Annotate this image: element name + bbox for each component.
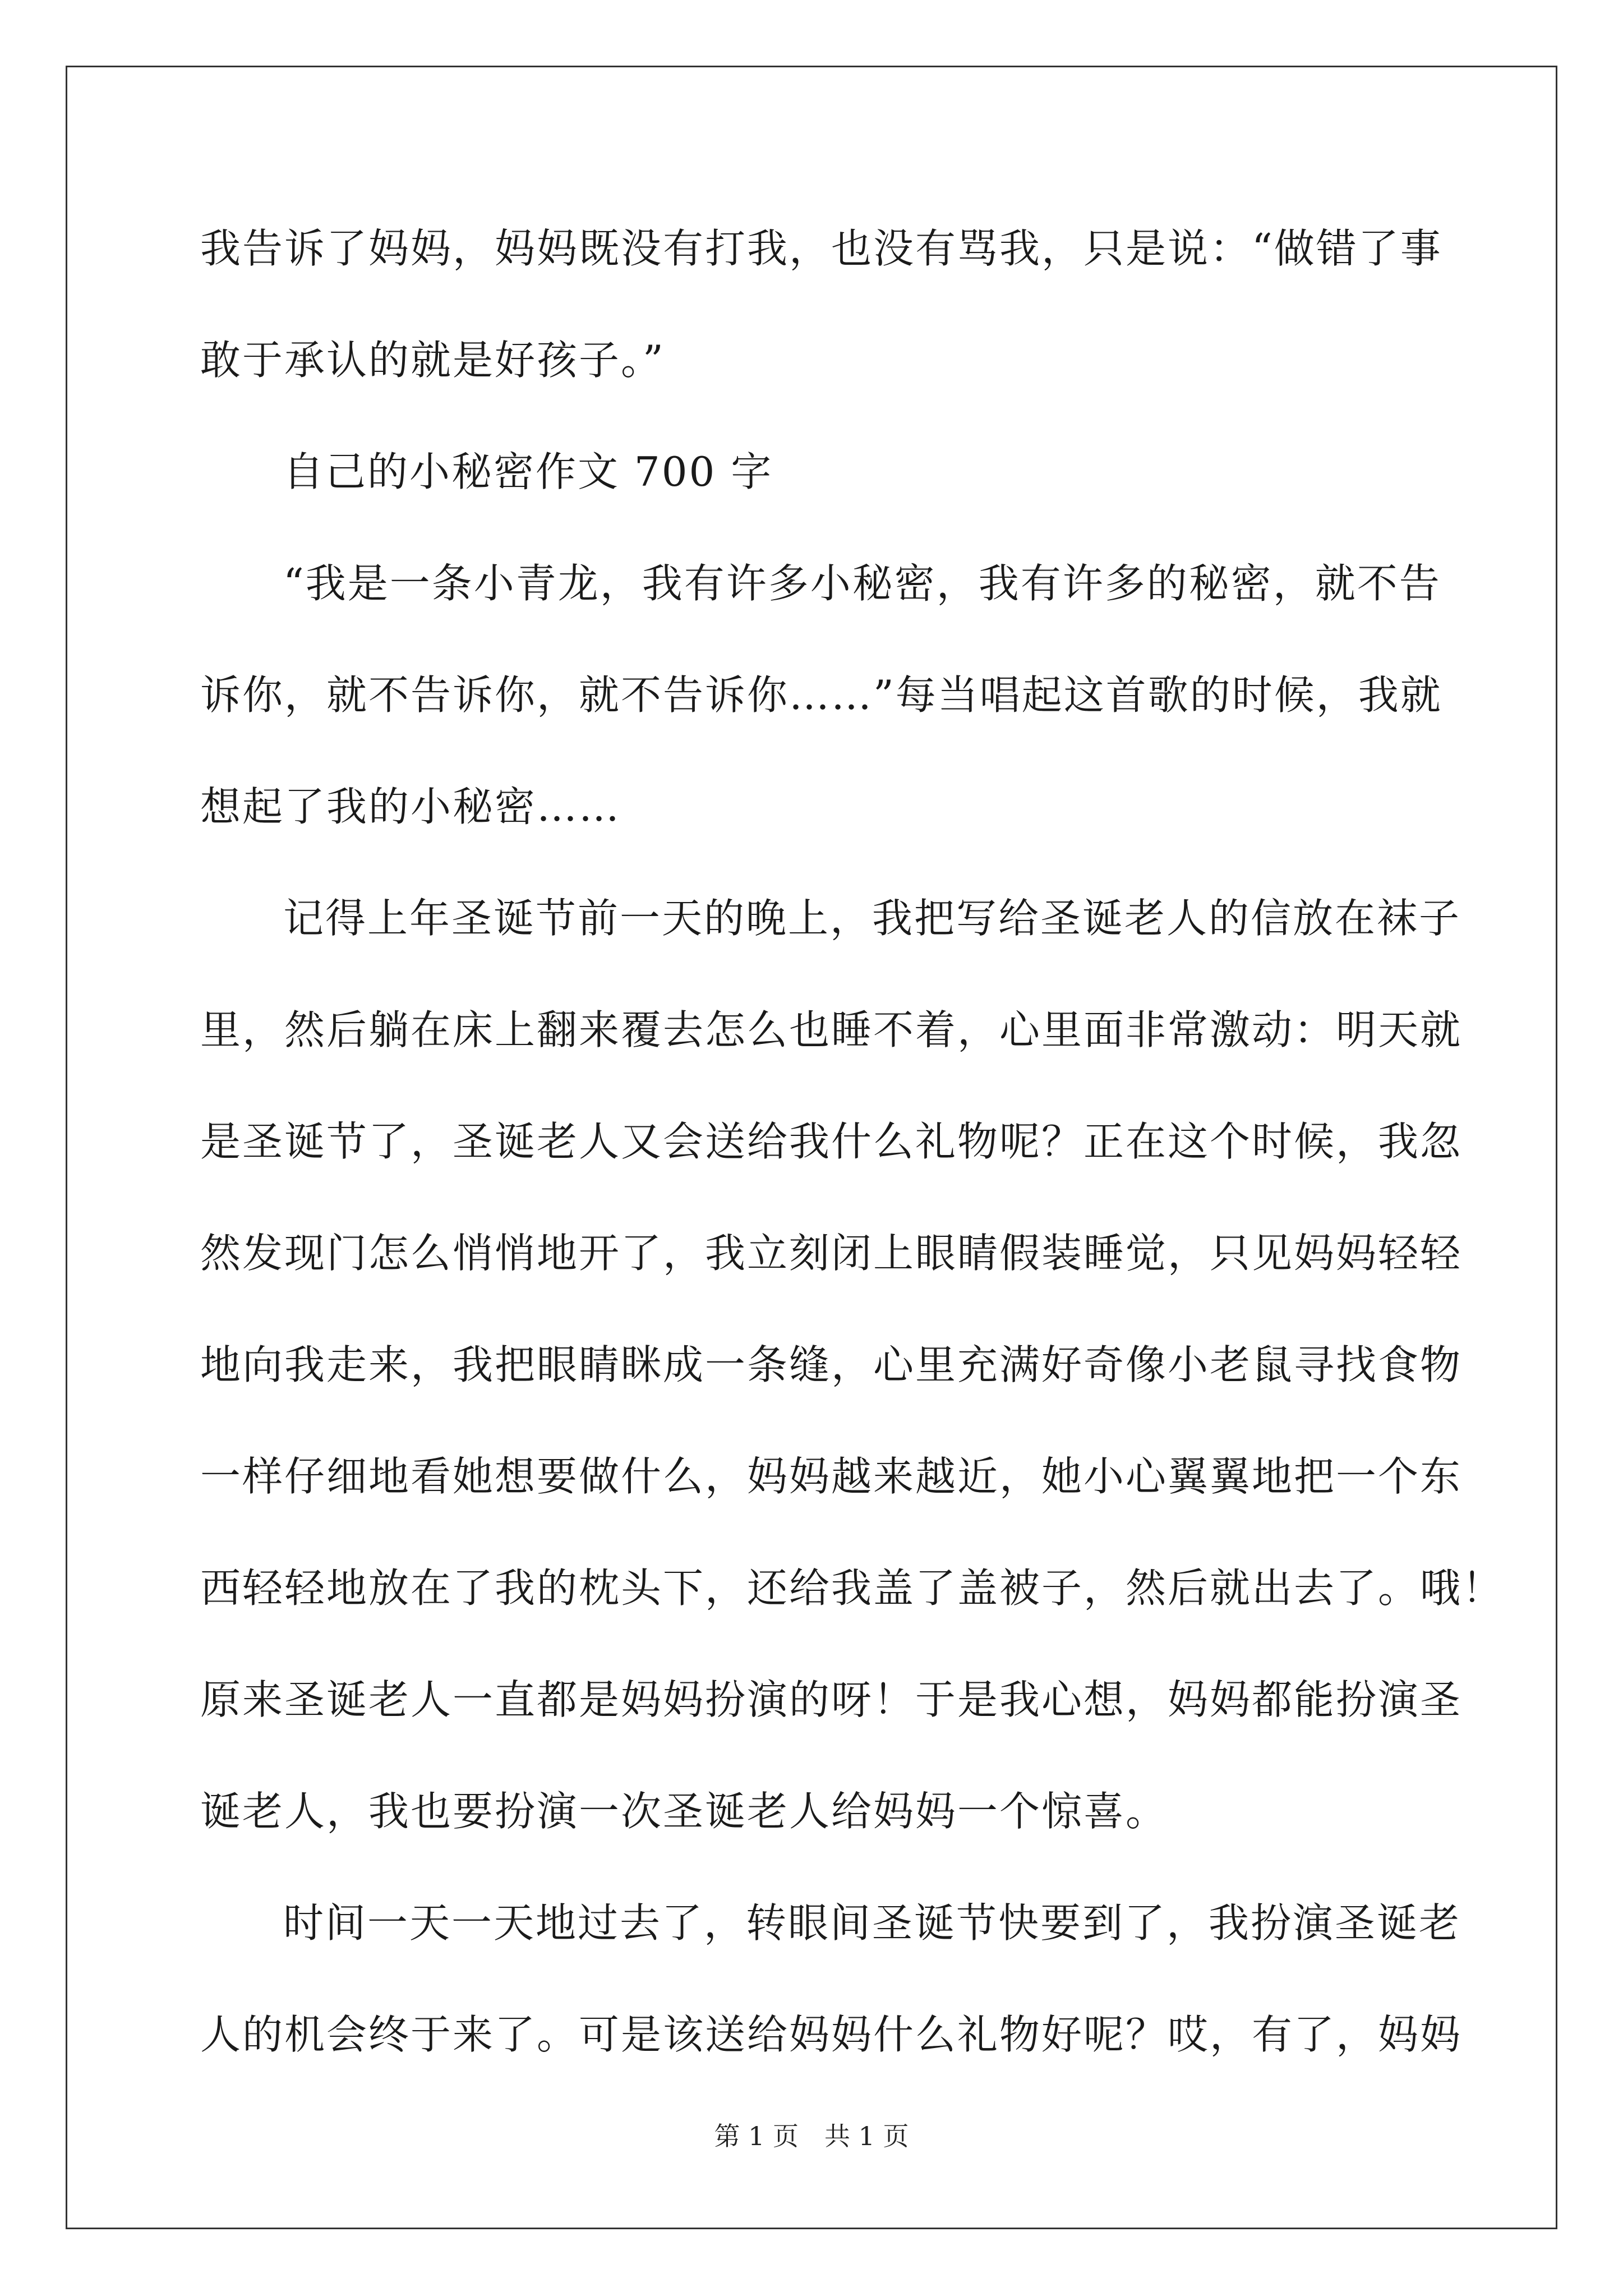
page-footer (0, 2119, 1623, 2153)
text-line: 地向我走来，我把眼睛眯成一条缝，心里充满好奇像小老鼠寻找食物 (200, 1341, 1463, 1388)
text-line: 我告诉了妈妈，妈妈既没有打我，也没有骂我，只是说：“做错了事 (200, 225, 1442, 272)
page-number: 第 1 页 (714, 2121, 799, 2151)
text-line: 原来圣诞老人一直都是妈妈扮演的呀！于是我心想，妈妈都能扮演圣 (200, 1676, 1463, 1723)
text-line: 想起了我的小秘密…… (200, 783, 621, 830)
text-line: 里，然后躺在床上翻来覆去怎么也睡不着，心里面非常激动：明天就 (200, 1006, 1463, 1053)
text-line: 然发现门怎么悄悄地开了，我立刻闭上眼睛假装睡觉，只见妈妈轻轻 (200, 1230, 1463, 1277)
text-line: 记得上年圣诞节前一天的晚上，我把写给圣诞老人的信放在袜子 (283, 895, 1461, 942)
text-line: 诉你，就不告诉你，就不告诉你……”每当唱起这首歌的时候，我就 (200, 671, 1442, 719)
text-line: 是圣诞节了，圣诞老人又会送给我什么礼物呢？正在这个时候，我忽 (200, 1118, 1463, 1165)
document-body (200, 218, 1505, 2115)
text-line: 一样仔细地看她想要做什么，妈妈越来越近，她小心翼翼地把一个东 (200, 1453, 1463, 1500)
text-line: 人的机会终于来了。可是该送给妈妈什么礼物好呢？哎，有了，妈妈 (200, 2011, 1463, 2058)
page-total: 共 1 页 (824, 2121, 909, 2151)
text-line: 西轻轻地放在了我的枕头下，还给我盖了盖被子，然后就出去了。哦！ (200, 1565, 1505, 1612)
text-line: 诞老人，我也要扮演一次圣诞老人给妈妈一个惊喜。 (200, 1788, 1168, 1835)
text-line: 敢于承认的就是好孩子。” (200, 337, 665, 384)
text-line: “我是一条小青龙，我有许多小秘密，我有许多的秘密，就不告 (283, 560, 1441, 607)
text-line: 时间一天一天地过去了，转眼间圣诞节快要到了，我扮演圣诞老 (283, 1899, 1461, 1947)
section-title: 自己的小秘密作文 700 字 (283, 448, 773, 495)
